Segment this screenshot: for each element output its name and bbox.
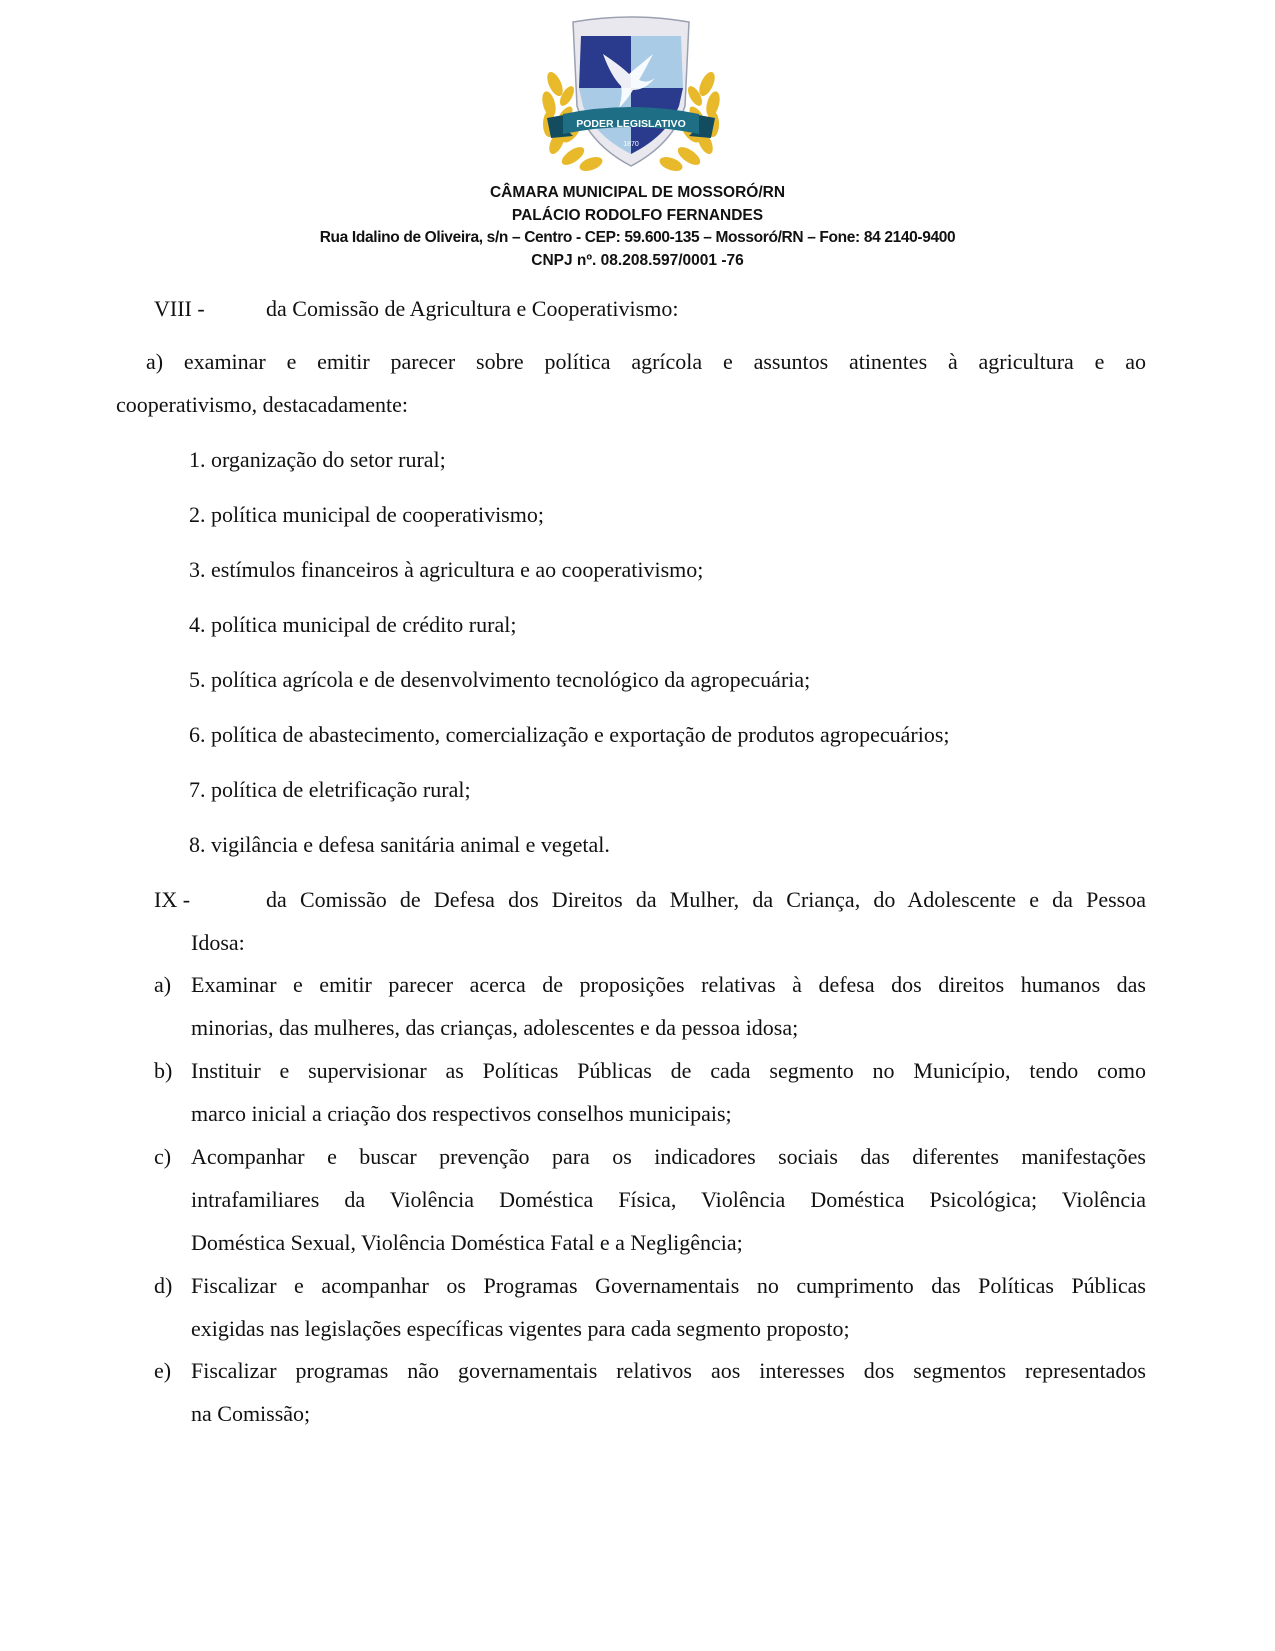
item-line: Acompanhar e buscar prevenção para os indicadores sociais das diferentes manifestações: [191, 1144, 1146, 1169]
banner-text: PODER LEGISLATIVO: [576, 118, 686, 130]
item-line: minorias, das mulheres, das crianças, adolescentes e da pessoa idosa;: [191, 1015, 799, 1040]
palace-name: PALÁCIO RODOLFO FERNANDES: [511, 206, 764, 224]
banner: [547, 107, 715, 148]
item-line: Examinar e emitir parecer acerca de proposições relativas à defesa dos direitos humanos das: [191, 972, 1146, 997]
section-intro-line: cooperativismo, destacadamente:: [116, 392, 408, 417]
item-line: Doméstica Sexual, Violência Doméstica Fatal e a Negligência;: [191, 1230, 743, 1255]
section-title: Idosa:: [191, 930, 245, 955]
section-numeral: IX -: [154, 887, 191, 912]
list-item: 4. política municipal de crédito rural;: [189, 612, 517, 637]
item-marker: e): [154, 1358, 172, 1383]
list-item: 1. organização do setor rural;: [189, 447, 446, 472]
section-intro-line: a) examinar e emitir parecer sobre política agrícola e assuntos atinentes à agricultura e ao: [146, 349, 1146, 374]
item-marker: b): [154, 1058, 173, 1083]
list-item: 3. estímulos financeiros à agricultura e ao cooperativismo;: [189, 557, 704, 582]
letterhead: [0, 182, 1275, 272]
item-line: Fiscalizar programas não governamentais relativos aos interesses dos segmentos representados: [191, 1358, 1146, 1383]
item-line: Fiscalizar e acompanhar os Programas Governamentais no cumprimento das Políticas Públicas: [191, 1273, 1146, 1298]
item-line: intrafamiliares da Violência Doméstica Física, Violência Doméstica Psicológica; Violência: [191, 1187, 1146, 1212]
list-item: 8. vigilância e defesa sanitária animal e vegetal.: [189, 832, 610, 857]
item-line: exigidas nas legislações específicas vigentes para cada segmento proposto;: [191, 1316, 850, 1341]
item-line: marco inicial a criação dos respectivos conselhos municipais;: [191, 1101, 732, 1126]
item-marker: a): [154, 972, 172, 997]
item-line: na Comissão;: [191, 1401, 311, 1426]
address: Rua Idalino de Oliveira, s/n – Centro - CEP: 59.600-135 – Mossoró/RN – Fone: 84 2140-9400: [319, 229, 956, 246]
institution-name: CÂMARA MUNICIPAL DE MOSSORÓ/RN: [489, 184, 786, 201]
section-title: da Comissão de Defesa dos Direitos da Mulher, da Criança, do Adolescente e da Pessoa: [266, 887, 1146, 912]
list-item: 2. política municipal de cooperativismo;: [189, 502, 544, 527]
list-item: 7. política de eletrificação rural;: [189, 777, 471, 802]
section-title: da Comissão de Agricultura e Cooperativismo:: [266, 296, 679, 321]
list-item: 6. política de abastecimento, comercialização e exportação de produtos agropecuários;: [189, 722, 950, 747]
item-marker: d): [154, 1273, 173, 1298]
coat-of-arms-icon: [533, 14, 729, 176]
list-item: 5. política agrícola e de desenvolvimento tecnológico da agropecuária;: [189, 667, 811, 692]
cnpj: CNPJ nº. 08.208.597/0001 -76: [531, 251, 744, 269]
section-numeral: VIII -: [154, 296, 205, 321]
founding-year: 1870: [623, 141, 639, 148]
item-marker: c): [154, 1144, 172, 1169]
item-line: Instituir e supervisionar as Políticas Públicas de cada segmento no Município, tendo como: [191, 1058, 1146, 1083]
